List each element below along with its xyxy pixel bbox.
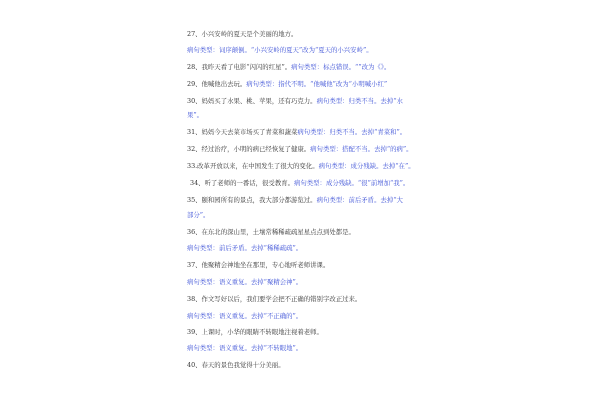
- question-34: [190, 179, 409, 187]
- answer-31: 病句类型：归类不当。去掉“青菜和”。: [297, 128, 407, 136]
- answer-33: 病句类型：成分残缺。去掉“在”。: [318, 162, 415, 170]
- question-38: 38、作文写好以后，我们要学会把不正确的错别字改正过来。: [187, 295, 362, 303]
- question-35-text: 35、颐和园所有的景点，我大部分都游览过。: [187, 196, 317, 204]
- question-29: [187, 80, 387, 88]
- answer-27: 病句类型：词序颠倒。“小兴安岭的夏天”改为“夏天的小兴安岭”。: [187, 46, 373, 54]
- answer-29: 病句类型：指代不明。“他喊他”改为“小明喊小红”: [246, 80, 388, 88]
- question-37: 37、他聚精会神地坐在那里，专心地听老师讲课。: [187, 261, 330, 269]
- question-32-text: 32、经过治疗，小明的病已经恢复了健康。: [187, 145, 311, 153]
- question-28-text: 28、我昨天看了电影“闪闪的红星”。: [187, 63, 292, 71]
- question-33-text: 33.改革开放以来，在中国发生了很大的变化。: [187, 162, 319, 170]
- answer-28: 病句类型：标点错误。“”改为《》。: [291, 63, 391, 71]
- answer-35: 病句类型：前后矛盾。去掉“大: [316, 196, 403, 204]
- question-40: 40、春天的景色我觉得十分美丽。: [187, 361, 285, 369]
- question-34-text: 34、听了老师的一番话，很受教育。: [190, 179, 294, 187]
- answer-36: 病句类型：前后矛盾。去掉“稀稀疏疏”。: [187, 244, 303, 252]
- question-29-text: 29、他喊他出去玩。: [187, 80, 247, 88]
- question-32: [187, 145, 413, 153]
- answer-30-continued: 果”。: [187, 111, 204, 119]
- answer-37: 病句类型：语义重复。去掉“聚精会神”。: [187, 278, 303, 286]
- question-33: [187, 162, 415, 170]
- answer-34: 病句类型：成分残缺。“很”前增加“我”。: [294, 179, 410, 187]
- answer-30: 病句类型：归类不当。去掉“水: [316, 97, 403, 105]
- question-31: [187, 128, 406, 136]
- answer-39: 病句类型：语义重复。去掉“不转眼地”。: [187, 344, 303, 352]
- question-30: [187, 97, 403, 105]
- question-31-text: 31、妈妈今天去菜市场买了青菜和蔬菜: [187, 128, 298, 136]
- question-28: [187, 63, 390, 71]
- answer-32: 病句类型：搭配不当。去掉“的病”。: [310, 145, 413, 153]
- answer-35-continued: 部分”。: [187, 211, 210, 219]
- question-30-text: 30、妈妈买了水果、桃、苹果，还有巧克力。: [187, 97, 317, 105]
- answer-38: 病句类型：语义重复。去掉“不正确的”。: [187, 312, 303, 320]
- question-39: 39、上课时，小华的眼睛不转眼地注视着老师。: [187, 328, 323, 336]
- question-36: 36、在东北的深山里，土壤常稀稀疏疏星星点点到处都是。: [187, 228, 355, 236]
- question-35: [187, 196, 403, 204]
- question-27: 27、小兴安岭的夏天是个美丽的地方。: [187, 30, 298, 38]
